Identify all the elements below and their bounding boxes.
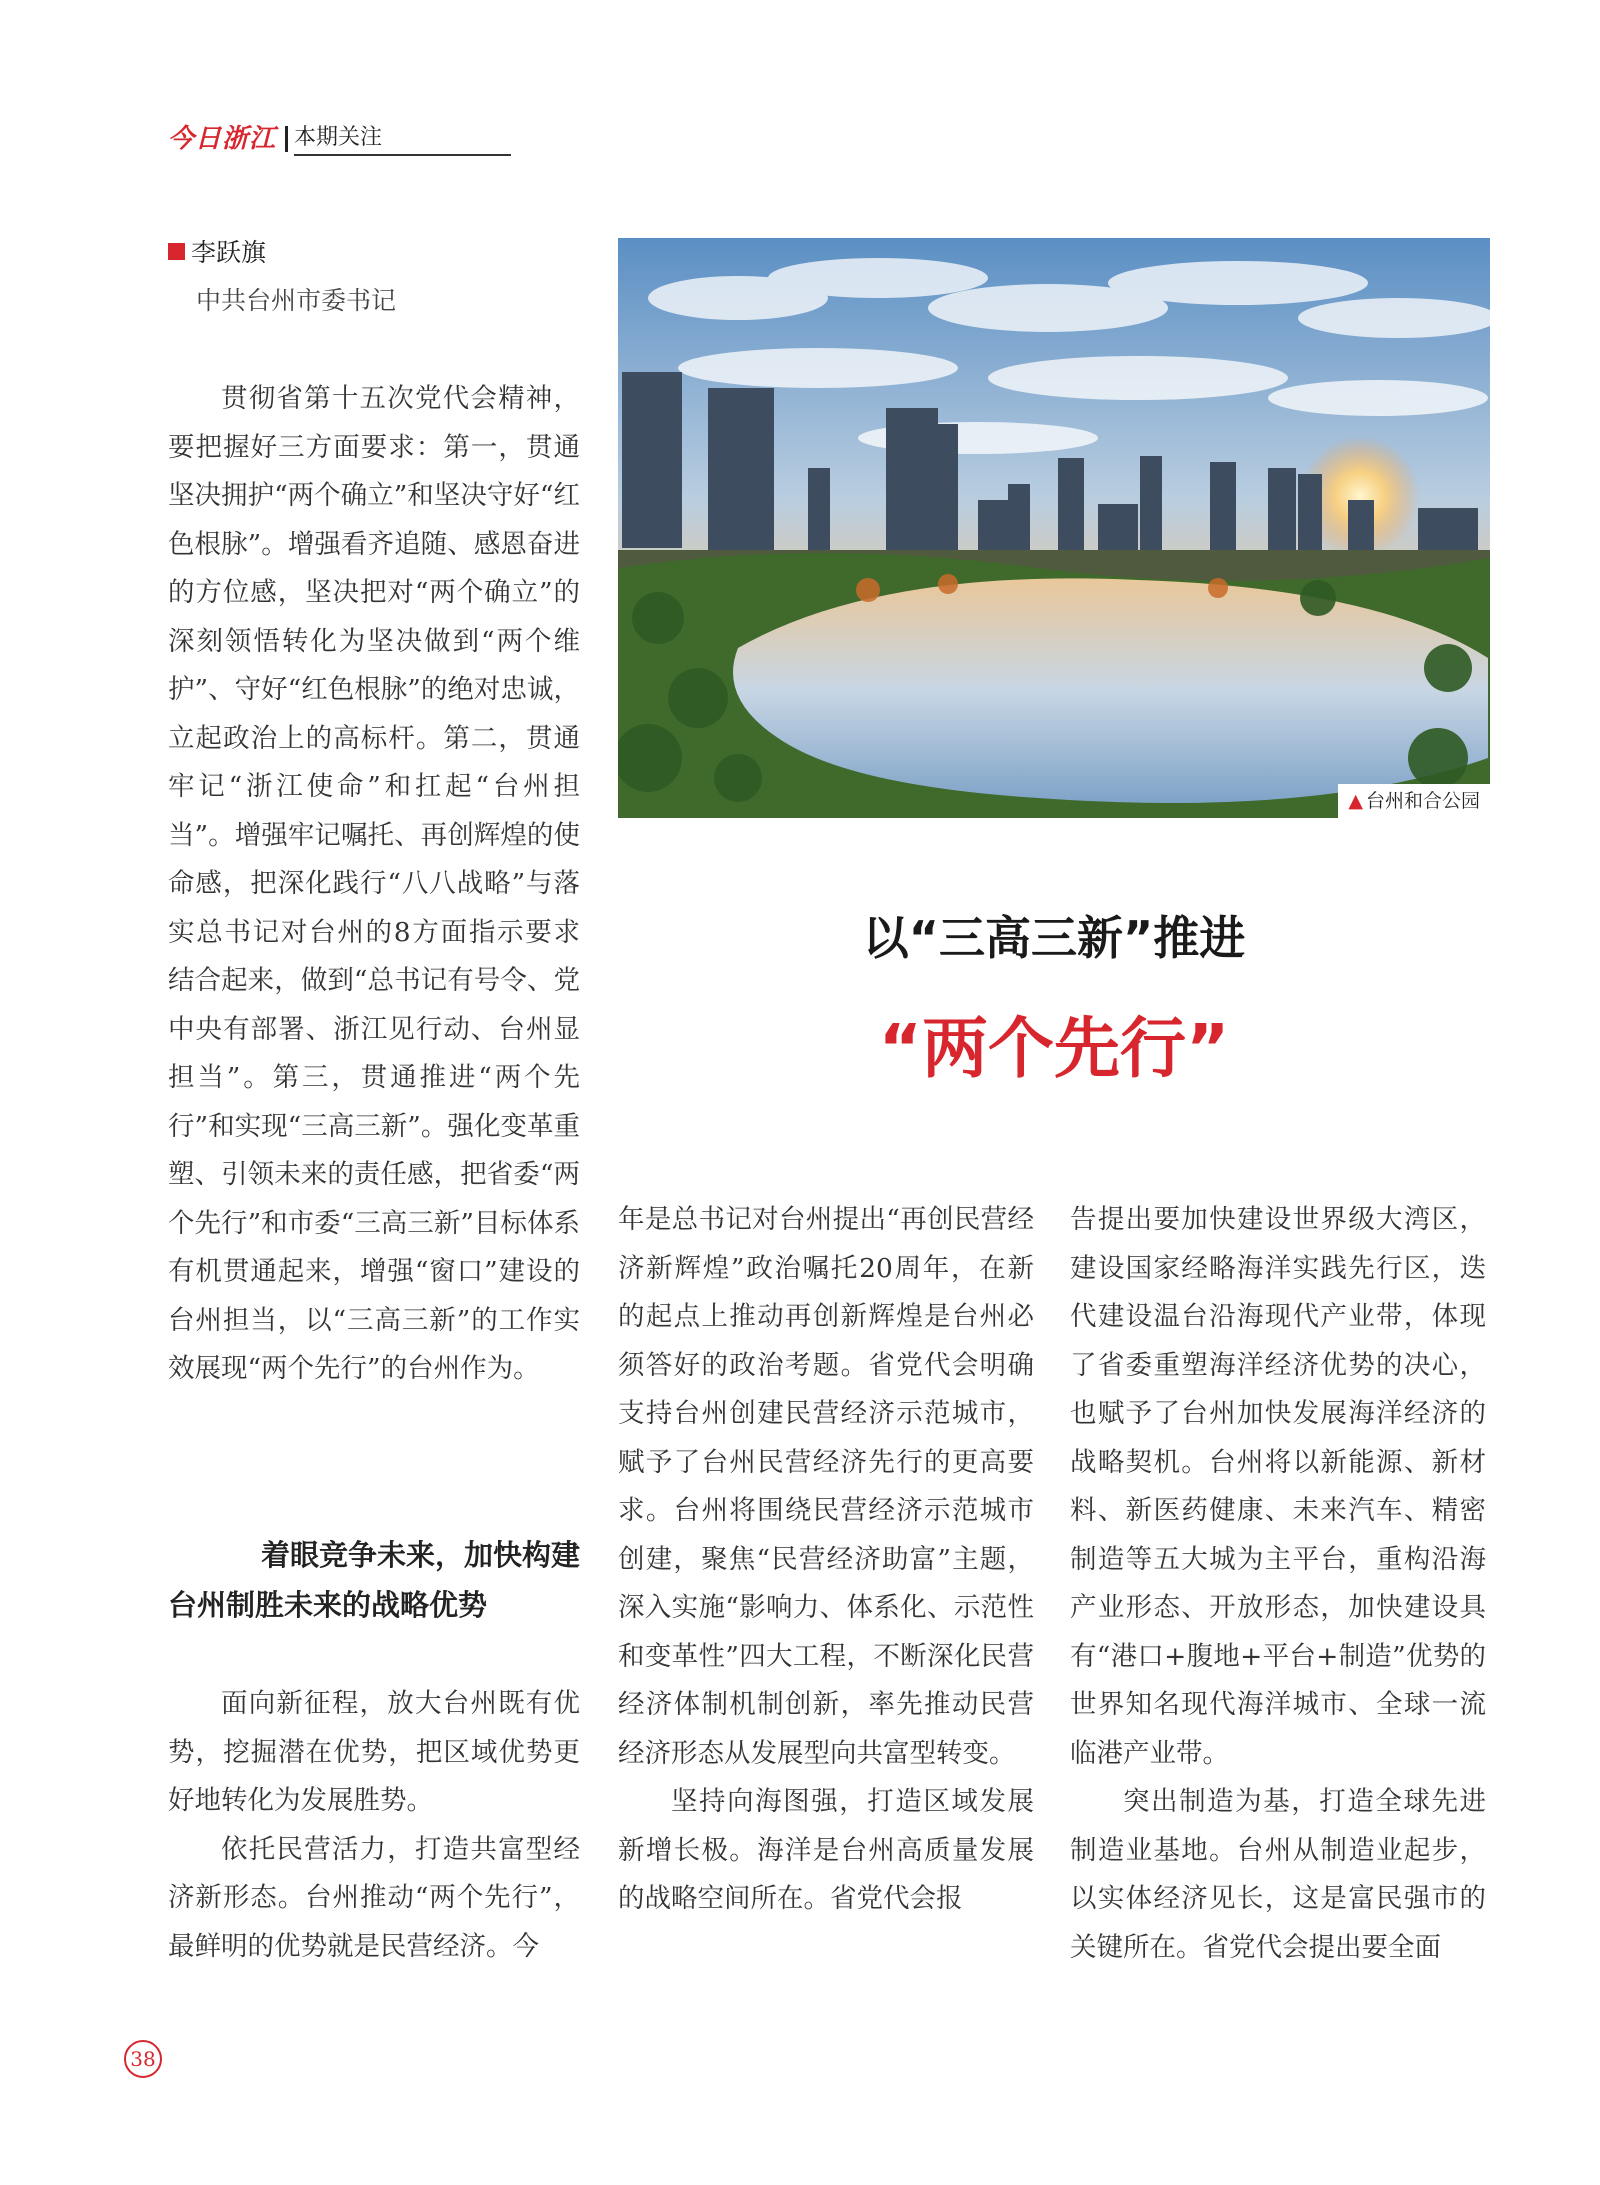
photo-caption	[1338, 784, 1490, 818]
header-divider	[285, 126, 288, 152]
page-number: 38	[124, 2040, 162, 2078]
paragraph: 面向新征程，放大台州既有优势，挖掘潜在优势，把区域优势更好地转化为发展胜势。	[168, 1688, 580, 1816]
page-header	[168, 122, 511, 156]
magazine-logo: 今日浙江	[168, 124, 277, 154]
paragraph: 突出制造为基，打造全球先进制造业基地。台州从制造业起步，以实体经济见长，这是富民强市的关键所在。省党代会提出要全面	[1070, 1786, 1486, 1963]
author-name: 李跃旗	[191, 238, 267, 267]
subheading-line-2: 台州制胜未来的战略优势	[168, 1588, 488, 1622]
paragraph: 坚持向海图强，打造区域发展新增长极。海洋是台州高质量发展的战略空间所在。省党代会报	[618, 1786, 1034, 1914]
paragraph: 贯彻省第十五次党代会精神，要把握好三方面要求：第一，贯通坚决拥护“两个确立”和坚决守好“红色根脉”。增强看齐追随、感恩奋进的方位感，坚决把对“两个确立”的深刻领悟转化为坚决做到“两个维护”、守好“红色根脉”的绝对忠诚，立起政治上的高标杆。第二，贯通牢记“浙江使命”和扛起“台州担当”。增强牢记嘱托、再创辉煌的使命感，把深化践行“八八战略”与落实总书记对台州的8方面指示要求结合起来，做到“总书记有号令、党中央有部署、浙江见行动、台州显担当”。第三，贯通推进“两个先行”和实现“三高三新”。强化变革重塑、引领未来的责任感，把省委“两个先行”和市委“三高三新”目标体系有机贯通起来，增强“窗口”建设的台州担当，以“三高三新”的工作实效展现“两个先行”的台州作为。	[168, 383, 580, 1384]
column-3	[1070, 1196, 1486, 1972]
section-title: 本期关注	[294, 125, 383, 150]
red-square-icon	[168, 243, 185, 260]
section-subheading	[168, 1530, 580, 1630]
column-1-top	[168, 375, 580, 1394]
column-2	[618, 1196, 1034, 1924]
photo-caption-text: 台州和合公园	[1365, 790, 1480, 812]
paragraph: 依托民营活力，打造共富型经济新形态。台州推动“两个先行”，最鲜明的优势就是民营经济。今	[168, 1833, 580, 1962]
photo-illustration	[618, 238, 1490, 818]
column-1-bottom	[168, 1680, 580, 1971]
headline-line-2: “两个先行”	[878, 1010, 1230, 1087]
paragraph: 年是总书记对台州提出“再创民营经济新辉煌”政治嘱托20周年，在新的起点上推动再创新辉煌是台州必须答好的政治考题。省党代会明确支持台州创建民营经济示范城市，赋予了台州民营经济先行的更高要求。台州将围绕民营经济示范城市创建，聚焦“民营经济助富”主题，深入实施“影响力、体系化、示范性和变革性”四大工程，不断深化民营经济体制机制创新，率先推动民营经济形态从发展型向共富型转变。	[618, 1204, 1034, 1769]
triangle-up-icon: ▲	[1348, 790, 1363, 812]
paragraph: 告提出要加快建设世界级大湾区，建设国家经略海洋实践先行区，迭代建设温台沿海现代产业带，体现了省委重塑海洋经济优势的决心，也赋予了台州加快发展海洋经济的战略契机。台州将以新能源、新材料、新医药健康、未来汽车、精密制造等五大城为主平台，重构沿海产业形态、开放形态，加快建设具有“港口+腹地+平台+制造”优势的世界知名现代海洋城市、全球一流临港产业带。	[1070, 1204, 1486, 1769]
author-name-line	[168, 238, 266, 268]
headline-line-1: 以“三高三新”推进	[862, 911, 1246, 965]
header-underline	[294, 154, 511, 156]
author-title: 中共台州市委书记	[196, 286, 397, 315]
subheading-line-1: 着眼竞争未来，加快构建	[260, 1538, 580, 1572]
city-park-photo	[618, 238, 1490, 818]
